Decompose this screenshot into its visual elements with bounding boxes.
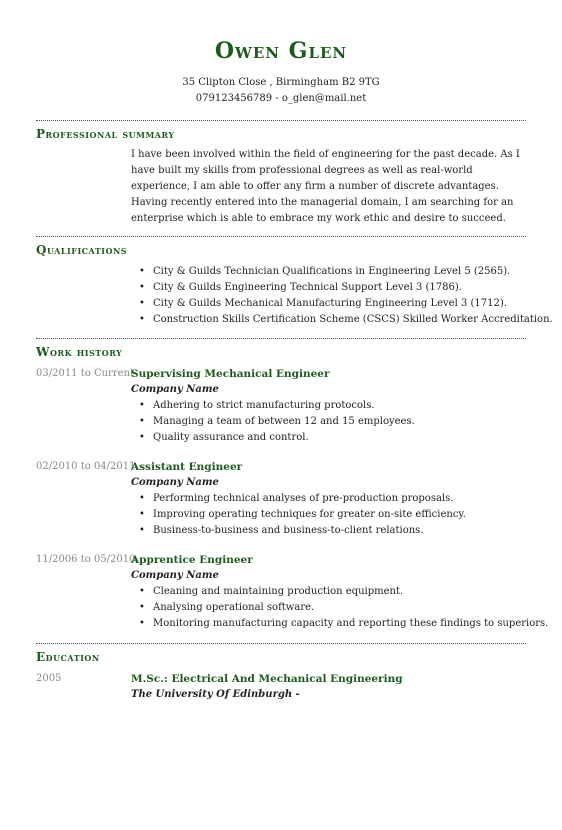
company-name: Company Name [131, 384, 219, 395]
qualifications-list [139, 264, 553, 328]
list-item: • Construction Skills Certification Scheme (CSCS) Skilled Worker Accreditation. [139, 312, 529, 328]
list-item: • City & Guilds Technician Qualifications in Engineering Level 5 (2565). [139, 264, 529, 280]
job-title: Assistant Engineer [131, 461, 243, 473]
section-divider [36, 120, 526, 121]
qualifications-heading: Qualifications [36, 243, 128, 257]
resume-header [0, 38, 562, 107]
list-item: • Cleaning and maintaining production equipment. [139, 584, 529, 600]
duties-list [139, 491, 529, 539]
list-item: • Adhering to strict manufacturing protocols. [139, 398, 529, 414]
job-title: Apprentice Engineer [131, 554, 253, 566]
list-item: • Business-to-business and business-to-client relations. [139, 523, 529, 539]
job-entry [0, 366, 562, 446]
education-heading: Education [36, 650, 100, 664]
list-item: • City & Guilds Mechanical Manufacturing Engineering Level 3 (1712). [139, 296, 529, 312]
list-item: • Improving operating techniques for greater on-site efficiency. [139, 507, 529, 523]
education-year: 2005 [36, 673, 62, 684]
list-item: • Quality assurance and control. [139, 430, 529, 446]
job-dates: 02/2010 to 04/2011 [36, 461, 136, 472]
school-name: The University Of Edinburgh - [131, 689, 300, 700]
summary-heading: Professional summary [36, 127, 175, 141]
list-item: • City & Guilds Engineering Technical Support Level 3 (1786). [139, 280, 529, 296]
duties-list [139, 398, 529, 446]
address: 35 Clipton Close , Birmingham B2 9TG [182, 77, 380, 88]
phone-email: 07912345678​9 - o_glen@mail.net [195, 93, 367, 104]
list-item: • Analysing operational software. [139, 600, 529, 616]
section-divider [36, 338, 526, 339]
duties-list [139, 584, 549, 632]
job-dates: 03/2011 to Current [36, 368, 134, 379]
education-entry [0, 671, 562, 703]
section-divider [36, 643, 526, 644]
job-title: Supervising Mechanical Engineer [131, 368, 330, 380]
list-item: • Performing technical analyses of pre-production proposals. [139, 491, 529, 507]
job-dates: 11/2006 to 05/2010 [36, 554, 136, 565]
summary-text: I have been involved within the field of engineering for the past decade. As I have built my skills from professional degrees as well as real-world experience, I am able to offer any firm a number of discrete advantages. Having recently entered into the managerial domain, I am searching for an enterprise which is able to embrace my work ethic and desire to succeed. [131, 149, 520, 224]
degree-title: M.Sc.: Electrical And Mechanical Engineering [131, 673, 403, 685]
company-name: Company Name [131, 570, 219, 581]
list-item: • Managing a team of between 12 and 15 employees. [139, 414, 529, 430]
candidate-name: Owen Glen [214, 38, 348, 64]
job-entry [0, 552, 562, 632]
work-history-heading: Work history [36, 345, 123, 359]
section-divider [36, 236, 526, 237]
company-name: Company Name [131, 477, 219, 488]
job-entry [0, 459, 562, 539]
list-item: • Monitoring manufacturing capacity and reporting these findings to superiors. [139, 616, 529, 632]
